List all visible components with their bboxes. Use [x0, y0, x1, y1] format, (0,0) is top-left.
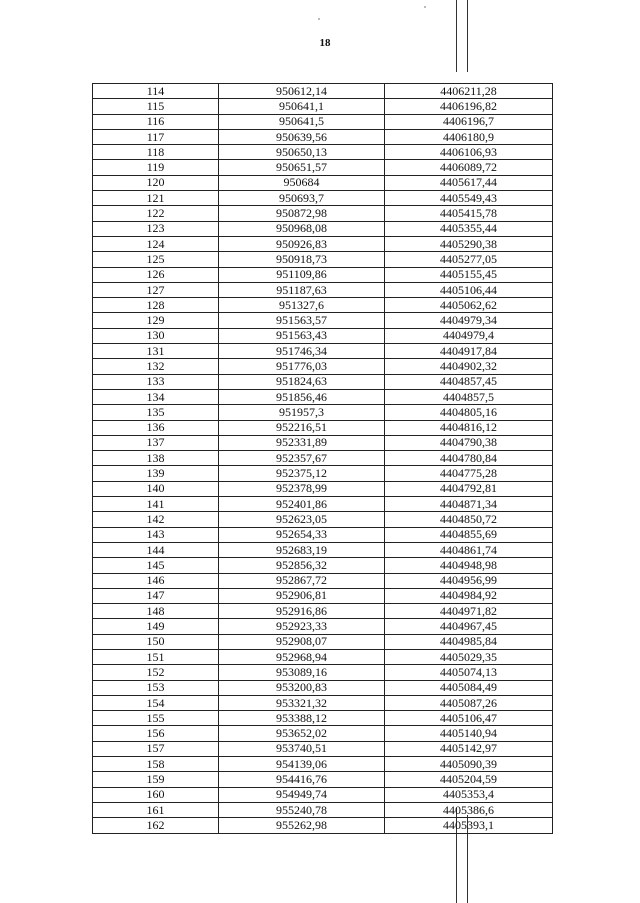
scan-speck	[424, 6, 426, 8]
y-coordinate-cell: 4406196,82	[385, 99, 553, 114]
point-number-cell: 144	[93, 542, 219, 557]
point-number-cell: 155	[93, 711, 219, 726]
table-row	[93, 604, 553, 619]
x-coordinate-cell: 950650,13	[219, 145, 385, 160]
table-row	[93, 99, 553, 114]
x-coordinate-cell: 950641,5	[219, 114, 385, 129]
x-coordinate-cell: 952916,86	[219, 604, 385, 619]
x-coordinate-cell: 950918,73	[219, 252, 385, 267]
table-row	[93, 711, 553, 726]
table-row	[93, 680, 553, 695]
x-coordinate-cell: 952908,07	[219, 634, 385, 649]
y-coordinate-cell: 4406211,28	[385, 84, 553, 99]
y-coordinate-cell: 4405142,97	[385, 741, 553, 756]
y-coordinate-cell: 4404985,84	[385, 634, 553, 649]
table-row	[93, 206, 553, 221]
x-coordinate-cell: 950872,98	[219, 206, 385, 221]
y-coordinate-cell: 4405155,45	[385, 267, 553, 282]
point-number-cell: 142	[93, 512, 219, 527]
table-row	[93, 481, 553, 496]
table-row	[93, 405, 553, 420]
x-coordinate-cell: 954416,76	[219, 772, 385, 787]
point-number-cell: 158	[93, 757, 219, 772]
y-coordinate-cell: 4405106,44	[385, 282, 553, 297]
x-coordinate-cell: 954949,74	[219, 787, 385, 802]
x-coordinate-cell: 952856,32	[219, 558, 385, 573]
y-coordinate-cell: 4404967,45	[385, 619, 553, 634]
point-number-cell: 118	[93, 145, 219, 160]
table-row	[93, 634, 553, 649]
point-number-cell: 124	[93, 236, 219, 251]
page-number: 18	[319, 37, 331, 49]
table-row	[93, 665, 553, 680]
point-number-cell: 130	[93, 328, 219, 343]
point-number-cell: 122	[93, 206, 219, 221]
y-coordinate-cell: 4406196,7	[385, 114, 553, 129]
point-number-cell: 159	[93, 772, 219, 787]
point-number-cell: 150	[93, 634, 219, 649]
point-number-cell: 129	[93, 313, 219, 328]
y-coordinate-cell: 4405549,43	[385, 191, 553, 206]
table-row	[93, 420, 553, 435]
y-coordinate-cell: 4404871,34	[385, 497, 553, 512]
point-number-cell: 119	[93, 160, 219, 175]
x-coordinate-cell: 950926,83	[219, 236, 385, 251]
point-number-cell: 116	[93, 114, 219, 129]
binding-line-top	[456, 0, 457, 72]
y-coordinate-cell: 4405090,39	[385, 757, 553, 772]
x-coordinate-cell: 952378,99	[219, 481, 385, 496]
y-coordinate-cell: 4404775,28	[385, 466, 553, 481]
point-number-cell: 140	[93, 481, 219, 496]
y-coordinate-cell: 4405029,35	[385, 649, 553, 664]
table-row	[93, 435, 553, 450]
x-coordinate-cell: 953652,02	[219, 726, 385, 741]
point-number-cell: 147	[93, 588, 219, 603]
table-row	[93, 741, 553, 756]
table-row	[93, 649, 553, 664]
y-coordinate-cell: 4406089,72	[385, 160, 553, 175]
table-row	[93, 114, 553, 129]
point-number-cell: 154	[93, 695, 219, 710]
x-coordinate-cell: 952401,86	[219, 497, 385, 512]
point-number-cell: 148	[93, 604, 219, 619]
coordinates-table-body	[93, 84, 553, 834]
y-coordinate-cell: 4404902,32	[385, 359, 553, 374]
point-number-cell: 162	[93, 818, 219, 833]
table-row	[93, 558, 553, 573]
point-number-cell: 123	[93, 221, 219, 236]
table-row	[93, 451, 553, 466]
point-number-cell: 135	[93, 405, 219, 420]
table-row	[93, 344, 553, 359]
y-coordinate-cell: 4404850,72	[385, 512, 553, 527]
y-coordinate-cell: 4405204,59	[385, 772, 553, 787]
point-number-cell: 114	[93, 84, 219, 99]
point-number-cell: 134	[93, 389, 219, 404]
point-number-cell: 132	[93, 359, 219, 374]
table-row	[93, 802, 553, 817]
x-coordinate-cell: 952331,89	[219, 435, 385, 450]
y-coordinate-cell: 4405074,13	[385, 665, 553, 680]
table-row	[93, 129, 553, 144]
table-row	[93, 328, 553, 343]
x-coordinate-cell: 951327,6	[219, 298, 385, 313]
x-coordinate-cell: 952683,19	[219, 542, 385, 557]
point-number-cell: 152	[93, 665, 219, 680]
y-coordinate-cell: 4405290,38	[385, 236, 553, 251]
x-coordinate-cell: 951109,86	[219, 267, 385, 282]
x-coordinate-cell: 950684	[219, 175, 385, 190]
point-number-cell: 141	[93, 497, 219, 512]
table-row	[93, 726, 553, 741]
y-coordinate-cell: 4405062,62	[385, 298, 553, 313]
x-coordinate-cell: 953388,12	[219, 711, 385, 726]
x-coordinate-cell: 952375,12	[219, 466, 385, 481]
y-coordinate-cell: 4405353,4	[385, 787, 553, 802]
y-coordinate-cell: 4404971,82	[385, 604, 553, 619]
binding-line-top-secondary	[467, 0, 468, 72]
x-coordinate-cell: 951563,57	[219, 313, 385, 328]
table-row	[93, 573, 553, 588]
y-coordinate-cell: 4404805,16	[385, 405, 553, 420]
table-row	[93, 145, 553, 160]
point-number-cell: 139	[93, 466, 219, 481]
y-coordinate-cell: 4404857,5	[385, 389, 553, 404]
x-coordinate-cell: 955262,98	[219, 818, 385, 833]
y-coordinate-cell: 4404861,74	[385, 542, 553, 557]
y-coordinate-cell: 4404984,92	[385, 588, 553, 603]
y-coordinate-cell: 4404780,84	[385, 451, 553, 466]
point-number-cell: 120	[93, 175, 219, 190]
point-number-cell: 131	[93, 344, 219, 359]
point-number-cell: 146	[93, 573, 219, 588]
x-coordinate-cell: 950612,14	[219, 84, 385, 99]
y-coordinate-cell: 4406106,93	[385, 145, 553, 160]
x-coordinate-cell: 952923,33	[219, 619, 385, 634]
x-coordinate-cell: 953321,32	[219, 695, 385, 710]
point-number-cell: 149	[93, 619, 219, 634]
point-number-cell: 153	[93, 680, 219, 695]
y-coordinate-cell: 4404979,4	[385, 328, 553, 343]
x-coordinate-cell: 953200,83	[219, 680, 385, 695]
coordinates-table	[92, 83, 553, 834]
table-row	[93, 313, 553, 328]
table-row	[93, 619, 553, 634]
point-number-cell: 151	[93, 649, 219, 664]
y-coordinate-cell: 4404979,34	[385, 313, 553, 328]
x-coordinate-cell: 952867,72	[219, 573, 385, 588]
y-coordinate-cell: 4404855,69	[385, 527, 553, 542]
y-coordinate-cell: 4405617,44	[385, 175, 553, 190]
table-row	[93, 772, 553, 787]
x-coordinate-cell: 950651,57	[219, 160, 385, 175]
y-coordinate-cell: 4404790,38	[385, 435, 553, 450]
x-coordinate-cell: 951856,46	[219, 389, 385, 404]
x-coordinate-cell: 951957,3	[219, 405, 385, 420]
x-coordinate-cell: 951746,34	[219, 344, 385, 359]
y-coordinate-cell: 4405393,1	[385, 818, 553, 833]
point-number-cell: 127	[93, 282, 219, 297]
table-row	[93, 160, 553, 175]
y-coordinate-cell: 4405355,44	[385, 221, 553, 236]
x-coordinate-cell: 950693,7	[219, 191, 385, 206]
table-row	[93, 236, 553, 251]
x-coordinate-cell: 952906,81	[219, 588, 385, 603]
x-coordinate-cell: 953089,16	[219, 665, 385, 680]
table-row	[93, 588, 553, 603]
table-row	[93, 267, 553, 282]
table-row	[93, 374, 553, 389]
table-row	[93, 512, 553, 527]
y-coordinate-cell: 4405140,94	[385, 726, 553, 741]
x-coordinate-cell: 952968,94	[219, 649, 385, 664]
table-row	[93, 221, 553, 236]
y-coordinate-cell: 4404917,84	[385, 344, 553, 359]
point-number-cell: 157	[93, 741, 219, 756]
table-row	[93, 191, 553, 206]
y-coordinate-cell: 4404816,12	[385, 420, 553, 435]
point-number-cell: 143	[93, 527, 219, 542]
point-number-cell: 145	[93, 558, 219, 573]
table-row	[93, 787, 553, 802]
table-row	[93, 497, 553, 512]
x-coordinate-cell: 950639,56	[219, 129, 385, 144]
table-row	[93, 252, 553, 267]
x-coordinate-cell: 952216,51	[219, 420, 385, 435]
y-coordinate-cell: 4405386,6	[385, 802, 553, 817]
table-row	[93, 527, 553, 542]
x-coordinate-cell: 950968,08	[219, 221, 385, 236]
point-number-cell: 138	[93, 451, 219, 466]
point-number-cell: 128	[93, 298, 219, 313]
table-row	[93, 175, 553, 190]
point-number-cell: 121	[93, 191, 219, 206]
point-number-cell: 125	[93, 252, 219, 267]
point-number-cell: 137	[93, 435, 219, 450]
point-number-cell: 115	[93, 99, 219, 114]
table-row	[93, 542, 553, 557]
table-row	[93, 84, 553, 99]
x-coordinate-cell: 952623,05	[219, 512, 385, 527]
y-coordinate-cell: 4405087,26	[385, 695, 553, 710]
table-row	[93, 695, 553, 710]
scan-speck	[318, 18, 320, 20]
x-coordinate-cell: 953740,51	[219, 741, 385, 756]
table-row	[93, 298, 553, 313]
y-coordinate-cell: 4405106,47	[385, 711, 553, 726]
point-number-cell: 160	[93, 787, 219, 802]
point-number-cell: 133	[93, 374, 219, 389]
table-row	[93, 818, 553, 833]
table-row	[93, 466, 553, 481]
point-number-cell: 136	[93, 420, 219, 435]
x-coordinate-cell: 952654,33	[219, 527, 385, 542]
point-number-cell: 117	[93, 129, 219, 144]
point-number-cell: 161	[93, 802, 219, 817]
y-coordinate-cell: 4406180,9	[385, 129, 553, 144]
x-coordinate-cell: 954139,06	[219, 757, 385, 772]
x-coordinate-cell: 955240,78	[219, 802, 385, 817]
y-coordinate-cell: 4404948,98	[385, 558, 553, 573]
point-number-cell: 126	[93, 267, 219, 282]
x-coordinate-cell: 952357,67	[219, 451, 385, 466]
table-row	[93, 389, 553, 404]
y-coordinate-cell: 4405084,49	[385, 680, 553, 695]
x-coordinate-cell: 950641,1	[219, 99, 385, 114]
x-coordinate-cell: 951187,63	[219, 282, 385, 297]
point-number-cell: 156	[93, 726, 219, 741]
y-coordinate-cell: 4405277,05	[385, 252, 553, 267]
table-row	[93, 282, 553, 297]
y-coordinate-cell: 4404792,81	[385, 481, 553, 496]
y-coordinate-cell: 4405415,78	[385, 206, 553, 221]
y-coordinate-cell: 4404857,45	[385, 374, 553, 389]
x-coordinate-cell: 951563,43	[219, 328, 385, 343]
y-coordinate-cell: 4404956,99	[385, 573, 553, 588]
x-coordinate-cell: 951776,03	[219, 359, 385, 374]
table-row	[93, 757, 553, 772]
x-coordinate-cell: 951824,63	[219, 374, 385, 389]
table-row	[93, 359, 553, 374]
